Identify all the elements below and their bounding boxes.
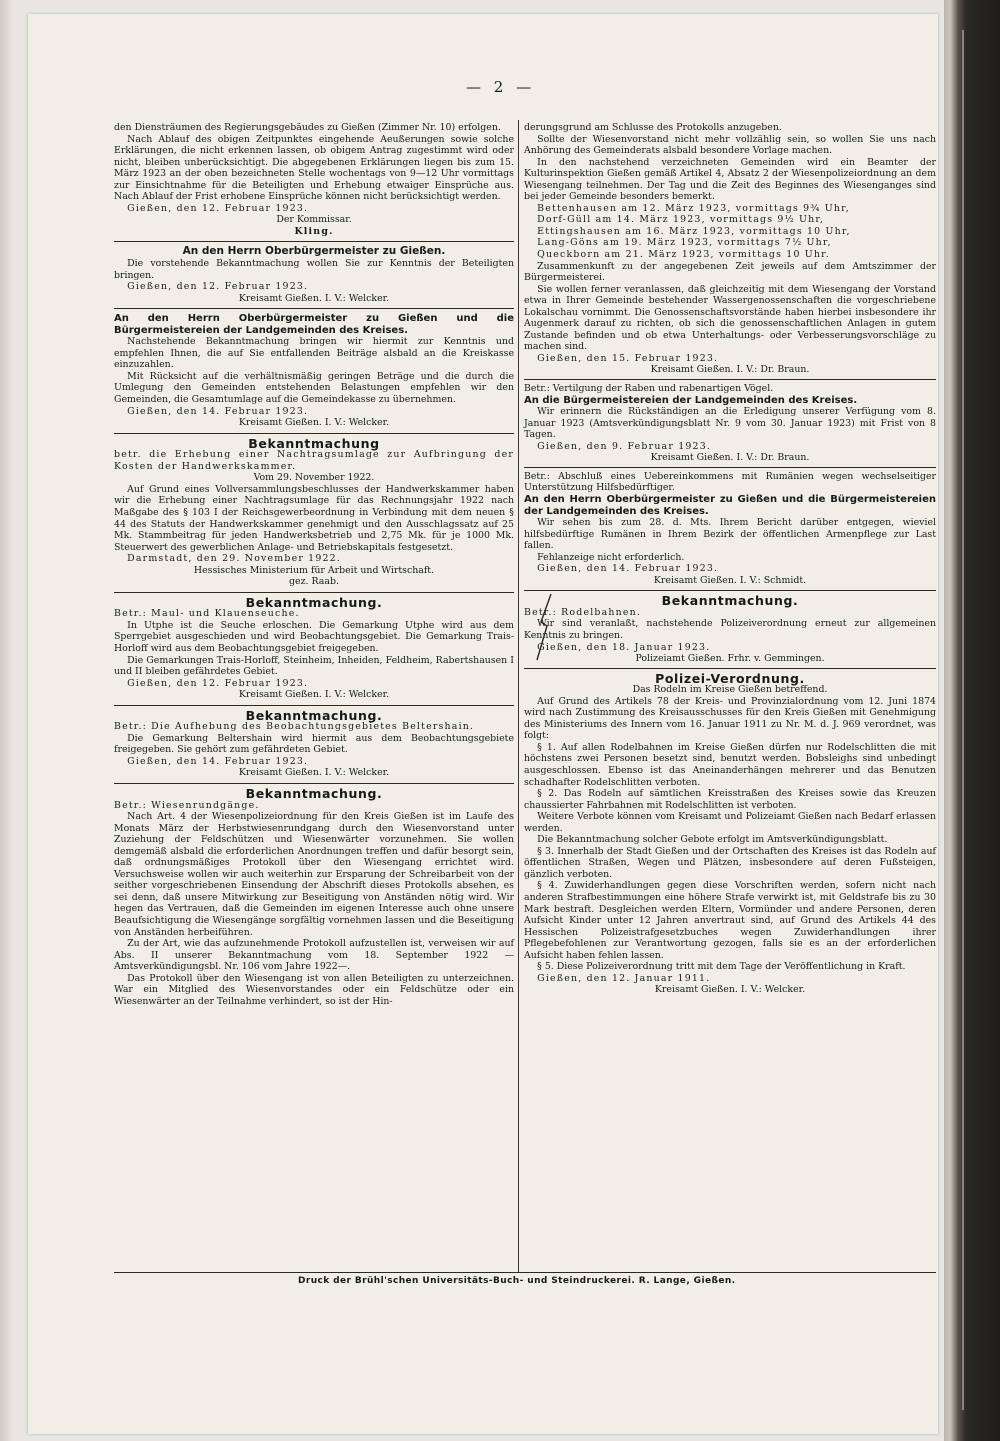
notice-subject: Betr.: Maul- und Klauenseuche. [114, 608, 300, 620]
notice-subject: Betr.: Wiesenrundgänge. [114, 799, 260, 811]
section-heading: An den Herrn Oberbürgermeister zu Gießen und die Bürgermeistereien der Landgemeinden des Kreises. [524, 493, 936, 517]
signature: Kreisamt Gießen. I. V.: Dr. Braun. [650, 452, 810, 464]
notice-subject: Betr.: Vertilgung der Raben und rabenartigen Vögel. [524, 383, 774, 395]
paragraph: Die Bekanntmachung solcher Gebote erfolgt im Amtsverkündigungsblatt. [537, 834, 888, 846]
section-heading: An den Herrn Oberbürgermeister zu Gießen. [182, 245, 446, 258]
signature: Kreisamt Gießen. I. V.: Schmidt. [653, 574, 807, 586]
paragraph: Weitere Verbote können vom Kreisamt und Polizeiamt Gießen nach Bedarf erlassen werden. [524, 811, 936, 834]
paragraph: Die Gemarkungen Trais-Horloff, Steinheim, Inheiden, Feldheim, Rabertshausen I und II bleiben gefährdetes Gebiet. [114, 654, 514, 678]
place-date: Gießen, den 14. Februar 1923. [127, 755, 309, 767]
schedule-item: Queckborn am 21. März 1923, vormittags 10 Uhr. [537, 249, 830, 261]
ordinance-title: Polizei-Verordnung. [655, 670, 805, 686]
paragraph: Die Gemarkung Beltershain wird hiermit aus dem Beobachtungsgebiete freigegeben. Sie gehört zum gefährdeten Gebiet. [114, 732, 514, 756]
place-date: Gießen, den 12. Februar 1923. [127, 202, 309, 214]
section-rule [524, 379, 936, 380]
handwritten-bracket-mark [535, 592, 555, 662]
notice-date: Vom 29. November 1922. [253, 472, 375, 484]
notice-subject: Betr.: Abschluß eines Uebereinkommens mit Rumänien wegen wechselseitiger Unterstützung Hilfsbedürftiger. [524, 470, 936, 494]
paragraph: Auf Grund eines Vollversammlungsbeschlusses der Handwerkskammer haben wir die Erhebung einer Nachtragsumlage für das Rechnungsjahr 1922 nach Maßgabe des § 103 I der Reichsgewerbeordnung in Verbindung mit dem neuen § 44 des Statuts der Handwerkskammer genehmigt und den Ausschlagssatz auf 25 Mk. Stammbeitrag für jeden Handwerksbetrieb und 2,75 Mk. für je 1000 Mk. Steuerwert des gewerblichen Anlage- und Betriebskapitals festgesetzt. [114, 483, 514, 553]
paragraph: Fehlanzeige nicht erforderlich. [537, 551, 685, 563]
paragraph: § 5. Diese Polizeiverordnung tritt mit dem Tage der Veröffentlichung in Kraft. [537, 961, 906, 973]
paragraph: Wir sehen bis zum 28. d. Mts. Ihrem Bericht darüber entgegen, wieviel hilfsbedürftige Rumänen in Ihrem Bezirk der öffentlichen Armenpflege zur Last fallen. [524, 517, 936, 552]
place-date: Darmstadt, den 29. November 1922. [127, 553, 342, 565]
paragraph: In Utphe ist die Seuche erloschen. Die Gemarkung Utphe wird aus dem Sperrgebiet ausgeschieden und wird Beobachtungsgebiet. Die Gemarkung Trais-Horloff wird aus dem Beobachtungsgebiet freigegeben. [114, 619, 514, 654]
right-column [524, 122, 936, 996]
paragraph: Nachstehende Bekanntmachung bringen wir hiermit zur Kenntnis und empfehlen Ihnen, die auf Sie entfallenden Beiträge alsbald an die Kreiskasse einzuzahlen. [114, 336, 514, 371]
paragraph: Wir erinnern die Rückständigen an die Erledigung unserer Verfügung vom 8. Januar 1923 (Amtsverkündigungsblatt Nr. 9 vom 30. Januar 1923) mit Frist von 8 Tagen. [524, 406, 936, 441]
paragraph: § 2. Das Rodeln auf sämtlichen Kreisstraßen des Kreises sowie das Kreuzen chaussierter Fahrbahnen mit Rodelschlitten ist verboten. [524, 788, 936, 811]
section-rule [524, 590, 936, 591]
signature: Kreisamt Gießen. I. V.: Welcker. [238, 767, 390, 779]
notice-title: Bekanntmachung. [245, 785, 383, 801]
printer-imprint: Druck der Brühl'schen Universitäts-Buch- und Steindruckerei. R. Lange, Gießen. [298, 1276, 736, 1286]
place-date: Gießen, den 12. Februar 1923. [127, 677, 309, 689]
column-divider [518, 120, 519, 1272]
paragraph: In den nachstehend verzeichneten Gemeinden wird ein Beamter der Kulturinspektion Gießen gemäß Artikel 4, Absatz 2 der Wiesenpolizeiordnung an dem Wiesengang teilnehmen. Der Tag und die Zeit des Beginnes des Wiesenganges sind bei jeder Gemeinde besonders bemerkt. [524, 156, 936, 203]
page-edge [962, 30, 964, 1410]
paragraph: § 3. Innerhalb der Stadt Gießen und der Ortschaften des Kreises ist das Rodeln auf öffentlichen Straßen, Wegen und Plätzen, insbesondere auf deren Fußsteigen, gänzlich verboten. [524, 845, 936, 880]
signature: Kreisamt Gießen. I. V.: Welcker. [238, 417, 390, 429]
section-rule [114, 783, 514, 784]
schedule-item: Dorf-Güll am 14. März 1923, vormittags 9½ Uhr, [537, 214, 825, 226]
signature-title: Der Kommissar. [276, 214, 352, 226]
notice-title: Bekanntmachung. [661, 593, 799, 609]
place-date: Gießen, den 12. Februar 1923. [127, 281, 309, 293]
paragraph: Die vorstehende Bekanntmachung wollen Sie zur Kenntnis der Beteiligten bringen. [114, 258, 514, 281]
paragraph: derungsgrund am Schlusse des Protokolls anzugeben. [524, 122, 782, 133]
section-rule [114, 433, 514, 434]
section-rule [114, 308, 514, 309]
place-date: Gießen, den 14. Februar 1923. [127, 405, 309, 417]
place-date: Gießen, den 9. Februar 1923. [537, 440, 712, 452]
signature: Hessisches Ministerium für Arbeit und Wirtschaft. [193, 564, 435, 576]
left-column [114, 122, 514, 1007]
place-date: Gießen, den 15. Februar 1923. [537, 352, 719, 364]
notice-subject: Betr.: Rodelbahnen. [524, 606, 642, 618]
notice-subject: Betr.: Die Aufhebung des Beobachtungsgebietes Beltershain. [114, 721, 475, 733]
signature: Kreisamt Gießen. I. V.: Welcker. [654, 984, 806, 996]
footer-rule [114, 1272, 936, 1273]
page-number: — 2 — [466, 78, 536, 96]
paragraph: Sollte der Wiesenvorstand nicht mehr vollzählig sein, so wollen Sie uns nach Anhörung des Gemeinderats alsbald besondere Vorlage machen. [524, 133, 936, 157]
paragraph: Das Protokoll über den Wiesengang ist von allen Beteiligten zu unterzeichnen. War ein Mitglied des Wiesenvorstandes oder ein Feldschütze oder ein Wiesenwärter an der Teilnahme verhindert, so ist der Hin- [114, 972, 514, 1007]
notice-title: Bekanntmachung [248, 435, 380, 451]
paragraph: Mit Rücksicht auf die verhältnismäßig geringen Beträge und die durch die Umlegung den Gemeinden entstehenden Belastungen empfehlen wir den Gemeinden, die Gesamtumlage auf die Gemeindekasse zu übernehmen. [114, 370, 514, 406]
book-binding [944, 0, 1000, 1441]
schedule-item: Bettenhausen am 12. März 1923, vormittags 9¾ Uhr, [537, 202, 850, 214]
signature: Polizeiamt Gießen. Frhr. v. Gemmingen. [635, 653, 825, 665]
section-heading: An den Herrn Oberbürgermeister zu Gießen und die Bürgermeistereien der Landgemeinden des Kreises. [114, 313, 514, 336]
paragraph: § 4. Zuwiderhandlungen gegen diese Vorschriften werden, sofern nicht nach anderen Strafbestimmungen eine höhere Strafe verwirkt ist, mit Geldstrafe bis zu 30 Mark bestraft. Desgleichen werden Eltern, Vormünder und andere Personen, deren Aufsicht Kinder unter 12 Jahren anvertraut sind, auf Grund des Artikels 44 des Hessischen Polizeistrafgesetzbuches wegen Zuwiderhandlungen ihrer Pflegebefohlenen zur Verantwortung gezogen, falls sie es an der erforderlichen Aufsicht haben fehlen lassen. [524, 880, 936, 961]
section-rule [114, 592, 514, 593]
signature: Kreisamt Gießen. I. V.: Welcker. [238, 292, 390, 304]
notice-title: Bekanntmachung. [245, 707, 383, 723]
section-heading: An die Bürgermeistereien der Landgemeinden des Kreises. [524, 394, 858, 406]
notice-subject: betr. die Erhebung einer Nachtragsumlage zur Aufbringung der Kosten der Handwerkskammer. [114, 449, 514, 472]
signature-name: gez. Raab. [289, 576, 339, 588]
paragraph: Nach Ablauf des obigen Zeitpunktes eingehende Aeußerungen sowie solche Erklärungen, die nicht erkennen lassen, ob obigem Antrag zugestimmt wird oder nicht, bleiben unberücksichtigt. Die abgegebenen Erklärungen liegen bis zum 15. März 1923 an der oben bezeichneten Stelle wochentags von 9—12 Uhr vormittags zur Einsichtnahme für die Beteiligten und Erhebung etwaiger Einsprüche aus. Nach Ablauf der Frist erhobene Einsprüche können nicht berücksichtigt werden. [114, 133, 514, 203]
signature-name: Kling. [294, 225, 334, 237]
section-rule [524, 668, 936, 669]
paragraph: § 1. Auf allen Rodelbahnen im Kreise Gießen dürfen nur Rodelschlitten die mit höchstens zwei Personen besetzt sind, benutzt werden. Bobsleighs sind unbedingt ausgeschlossen. Ebenso ist das Aneinanderhängen mehrerer und das Benutzen schadhafter Rodelschlitten verboten. [524, 741, 936, 788]
page-spine [0, 0, 14, 1441]
section-rule [114, 705, 514, 706]
section-rule [114, 241, 514, 242]
ordinance-subtitle: Das Rodeln im Kreise Gießen betreffend. [632, 684, 828, 696]
paragraph: Zu der Art, wie das aufzunehmende Protokoll aufzustellen ist, verweisen wir auf Abs. II unserer Bekanntmachung vom 18. September 1922 — Amtsverkündigungsbl. Nr. 106 vom Jahre 1922—. [114, 938, 514, 973]
schedule-item: Lang-Göns am 19. März 1923, vormittags 7½ Uhr, [537, 237, 832, 249]
document-page [28, 14, 938, 1434]
signature: Kreisamt Gießen. I. V.: Dr. Braun. [650, 364, 810, 376]
paragraph: Auf Grund des Artikels 78 der Kreis- und Provinzialordnung vom 12. Juni 1874 wird nach Zustimmung des Kreisausschusses für den Kreis Gießen mit Genehmigung des Ministeriums des Innern vom 16. Januar 1911 zu Nr. M. d. J. 969 verordnet, was folgt: [524, 695, 936, 742]
signature: Kreisamt Gießen. I. V.: Welcker. [238, 689, 390, 701]
paragraph: den Diensträumen des Regierungsgebäudes zu Gießen (Zimmer Nr. 10) erfolgen. [114, 122, 501, 133]
place-date: Gießen, den 14. Februar 1923. [537, 563, 719, 575]
paragraph: Wir sind veranlaßt, nachstehende Polizeiverordnung erneut zur allgemeinen Kenntnis zu bringen. [524, 618, 936, 641]
place-date: Gießen, den 12. Januar 1911. [537, 972, 711, 984]
paragraph: Nach Art. 4 der Wiesenpolizeiordnung für den Kreis Gießen ist im Laufe des Monats März der Herbstwiesenrundgang durch den Wiesenvorstand unter Zuziehung der Feldschützen und Wiesenwärter vorzunehmen. Sie wollen demgemäß alsbald die erforderlichen Anordnungen treffen und dafür besorgt sein, daß ordnungsmäßiges Protokoll über den Wiesengang errichtet wird. Versuchsweise wollen wir auch weiterhin zur Ersparung der Schreibarbeit von der seither vorgeschriebenen Einsendung der Abschrift dieses Protokolls absehen, es sei denn, daß unsere Mitwirkung zur Beseitigung von Anständen nötig wird. Wir hegen das Vertrauen, daß die Gemeinden im eigenen Interesse auch ohne unsere Beaufsichtigung die Wiesengänge sorgfältig vornehmen lassen und die Beseitigung von Anständen herbeiführen. [114, 811, 514, 938]
place-date: Gießen, den 18. Januar 1923. [537, 641, 711, 653]
schedule-item: Ettingshausen am 16. März 1923, vormittags 10 Uhr, [537, 225, 851, 237]
notice-title: Bekanntmachung. [245, 594, 383, 610]
paragraph: Sie wollen ferner veranlassen, daß gleichzeitig mit dem Wiesengang der Vorstand etwa in Ihrer Gemeinde bestehender Wassergenossenschaften die vorgeschriebene Lokalschau vornimmt. Die Genossenschaftsvorstände haben hierbei insbesondere ihr Augenmerk darauf zu richten, ob sich die genossenschaftlichen Anlagen in gutem Zustande befinden und ob etwa Unterhaltungs- oder Verbesserungsvorschläge zu machen sind. [524, 283, 936, 353]
section-rule [524, 467, 936, 468]
paragraph: Zusammenkunft zu der angegebenen Zeit jeweils auf dem Amtszimmer der Bürgermeisterei. [524, 260, 936, 284]
